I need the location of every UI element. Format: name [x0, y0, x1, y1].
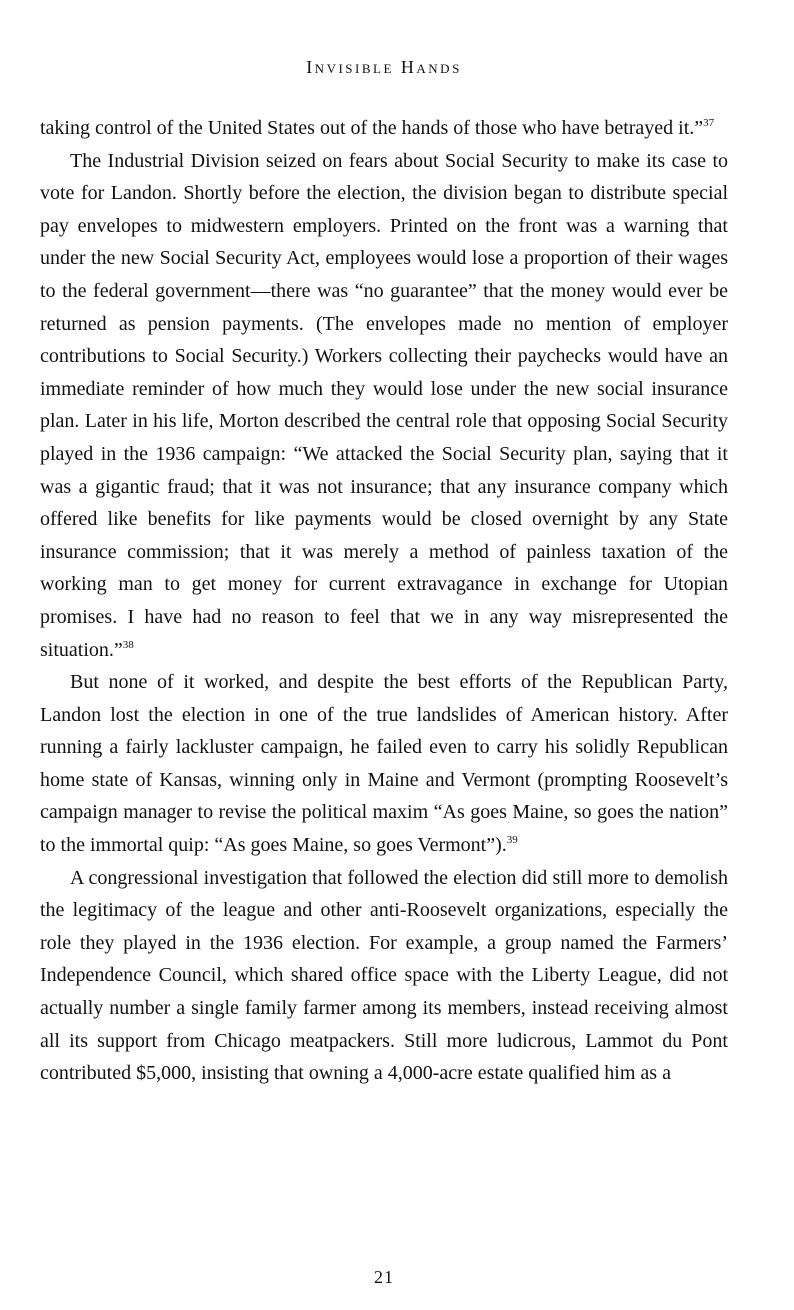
paragraph-text: But none of it worked, and despite the best efforts of the Republican Party, Landon lost the election in one of the true landslides of American history. After running a fairly lackluster campaign, he failed even to carry his solidly Republican home state of Kansas, winning only in Maine and Vermont (prompting Roosevelt’s campaign manager to revise the political maxim “As goes Maine, so goes the nation” to the immortal quip: “As goes Maine, so goes Vermont”).: [40, 671, 728, 857]
book-page: [40, 0, 728, 1310]
page-number: 21: [374, 1267, 394, 1287]
paragraph-text: A congressional investigation that followed the election did still more to demolish the legitimacy of the league and other anti-Roosevelt organizations, especially the role they played in the 1936 election. For example, a group named the Farmers’ Independence Council, which shared office space with the Liberty League, did not actually number a single family farmer among its members, instead receiving almost all its support from Chicago meatpackers. Still more ludicrous, Lammot du Pont contributed $5,000, insisting that owning a 4,000-acre estate qualified him as a: [40, 866, 728, 1085]
body-text: [40, 112, 728, 1090]
footnote-marker[interactable]: 38: [122, 638, 134, 651]
footnote-marker[interactable]: 37: [703, 117, 715, 129]
paragraph-text: The Industrial Division seized on fears about Social Security to make its case to vote for Landon. Shortly before the election, the division began to distribute special pay envelopes to midwestern employers. Printed on the front was a warning that under the new Social Security Act, employees would lose a proportion of their wages to the federal government—there was “no guarantee” that the money would ever be returned as pension payments. (The envelopes made no mention of employer contributions to Social Security.) Workers collecting their paychecks would have an immediate reminder of how much they would lose under the new social insurance plan. Later in his life, Morton described the central role that opposing Social Security played in the 1936 campaign: “We attacked the Social Security plan, saying that it was a gigantic fraud; that it was not insurance; that any insurance company which offered like benefits for like payments would be closed overnight by any State insurance commission; that it was merely a method of painless taxation of the working man to get money for current extravagance in exchange for Utopian promises. I have had no reason to feel that we in any way misrepresented the situation.”: [40, 149, 728, 661]
paragraph: [40, 666, 728, 862]
paragraph-text: taking control of the United States out of the hands of those who have betrayed it.”: [40, 117, 704, 139]
paragraph-continued: [40, 112, 728, 145]
footnote-marker[interactable]: 39: [506, 834, 518, 847]
running-head: Invisible Hands: [306, 57, 462, 77]
paragraph: [40, 145, 728, 667]
paragraph: [40, 862, 728, 1090]
